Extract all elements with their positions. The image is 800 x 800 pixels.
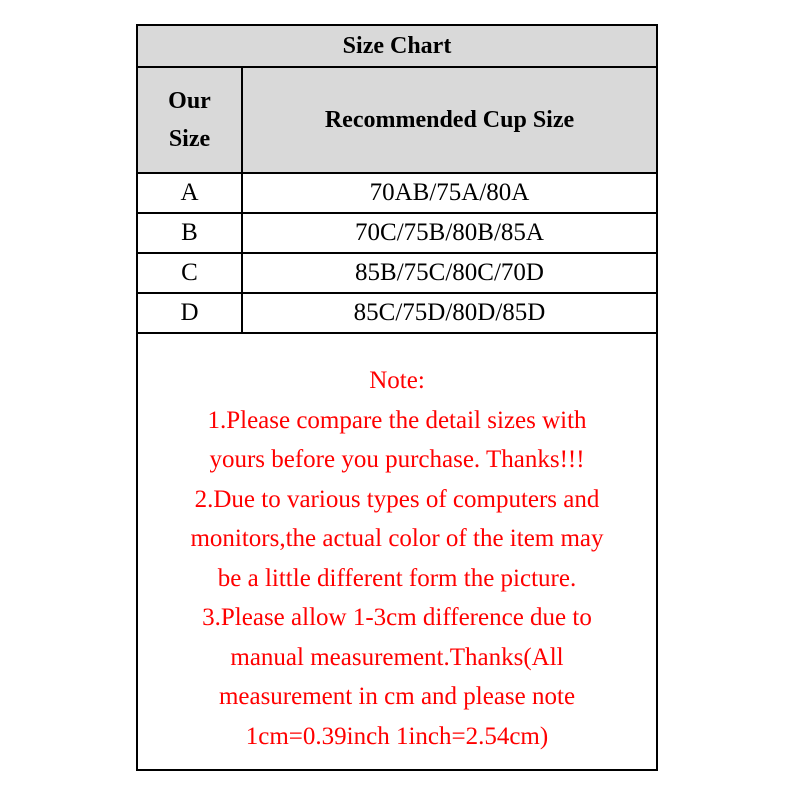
table-row [138,173,656,213]
size-chart [136,24,658,771]
notes-section [138,334,656,756]
cup-size-cell: 85B/75C/80C/70D [242,253,656,293]
size-table [138,68,656,334]
note-line: monitors,the actual color of the item may [190,525,604,552]
note-line: manual measurement.Thanks(All [230,643,564,671]
size-cell: B [138,213,242,253]
cup-size-cell: 70AB/75A/80A [242,173,656,213]
note-line: 1.Please compare the detail sizes with [207,406,587,434]
our-size-header-line: Size [168,126,211,152]
note-line: be a little different form the picture. [217,564,577,592]
note-heading: Note: [369,367,425,394]
table-header-row [138,68,656,173]
note-line: 1cm=0.39inch 1inch=2.54cm) [245,722,549,750]
size-cell: C [138,253,242,293]
size-cell: A [138,173,242,213]
note-line: measurement in cm and please note [218,683,576,710]
cup-size-cell: 70C/75B/80B/85A [242,213,656,253]
recommended-cup-size-header: Recommended Cup Size [242,68,656,173]
table-row [138,293,656,333]
note-line: yours before you purchase. Thanks!!! [209,446,585,473]
note-line: 2.Due to various types of computers and [194,485,600,513]
table-row [138,213,656,253]
our-size-header [138,68,242,173]
table-row [138,253,656,293]
chart-title: Size Chart [138,26,656,68]
note-line: 3.Please allow 1-3cm difference due to [202,604,592,631]
our-size-header-line: Our [168,88,211,114]
size-cell: D [138,293,242,333]
cup-size-cell: 85C/75D/80D/85D [242,293,656,333]
